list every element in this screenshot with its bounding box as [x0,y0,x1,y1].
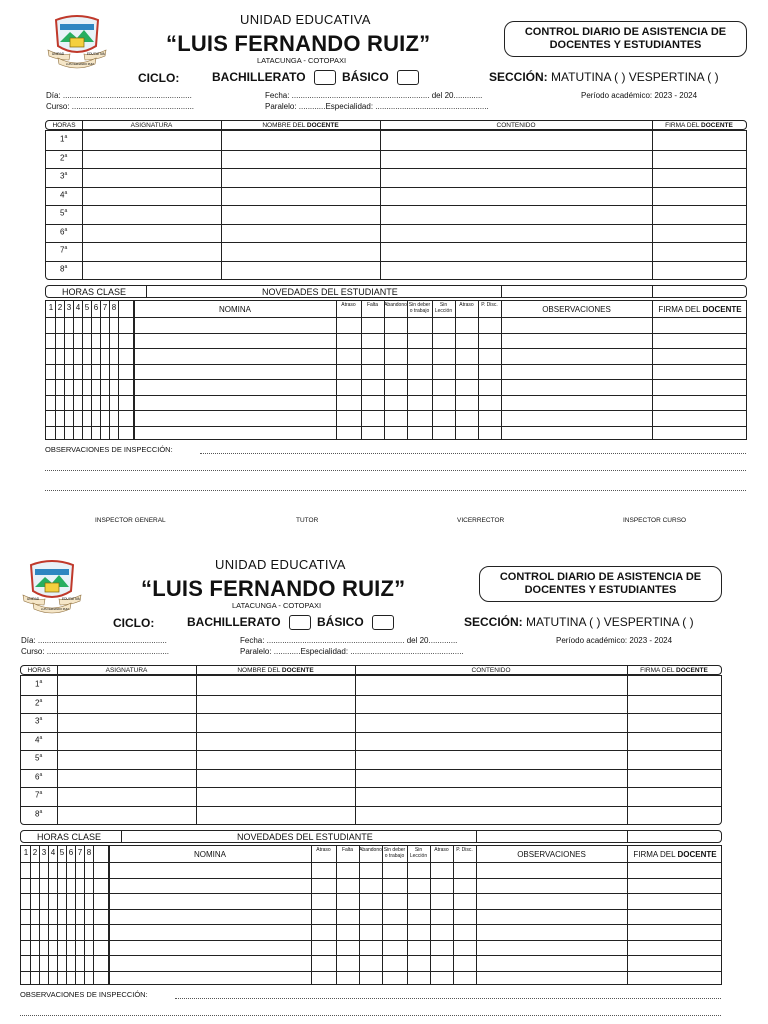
hour-ordinal: 7$^a$ [60,245,68,255]
hour-ordinal: 5$^a$ [35,753,43,763]
class-hour-number: 2 [32,848,38,857]
col-atraso: Atraso [459,302,474,308]
horas-clase-label: HORAS CLASE [62,287,127,297]
class-hour-number: 8 [111,303,117,312]
col-asignatura: ASIGNATURA [105,667,148,674]
col-sin-deber-o-trabajo: Sin deber o trabajo [408,302,431,314]
hour-ordinal: 3$^a$ [60,171,68,181]
date-field[interactable]: Fecha: .............................................................. del 20............. [240,636,458,645]
hour-ordinal: 3$^a$ [35,716,43,726]
section-field[interactable] [464,615,694,629]
cycle-option-bachillerato[interactable] [187,615,311,630]
student-table-header [20,830,722,843]
col-falta: Falta [341,847,354,853]
col-sin-deber-o-trabajo: Sin deber o trabajo [383,847,406,859]
unit-label: UNIDAD EDUCATIVA [215,557,346,572]
col-sin-lecci-n: Sin Lección [434,302,453,314]
control-title-line2: DOCENTES Y ESTUDIANTES [549,39,702,51]
col-nomina: NOMINA [219,305,251,314]
class-hour-number: 3 [66,303,72,312]
section-options: MATUTINA ( ) VESPERTINA ( ) [551,70,719,84]
course-field[interactable]: Curso: ....................................................... [21,647,170,656]
attendance-form-bottom [0,545,768,1024]
section-field[interactable] [489,70,719,84]
novedades-label: NOVEDADES DEL ESTUDIANTE [237,832,373,842]
col-atraso: Atraso [341,302,356,308]
class-hour-number: 4 [75,303,81,312]
col-firma-docente-student: FIRMA DEL DOCENTE [633,850,717,859]
city-label: LATACUNGA - COTOPAXI [257,56,347,65]
col-observaciones: OBSERVACIONES [542,305,611,314]
hour-ordinal: 5$^a$ [60,208,68,218]
hour-ordinal: 8$^a$ [60,263,68,274]
cycle-option-bachillerato-label: BACHILLERATO [212,70,306,84]
student-table-body[interactable] [45,300,747,440]
col-atraso: Atraso [434,847,449,853]
class-hour-number: 1 [23,848,29,857]
svg-text:EDUCATIVA: EDUCATIVA [62,597,80,601]
school-logo-icon [21,557,83,615]
class-hour-number: 2 [57,303,63,312]
cycle-option-basico[interactable] [317,615,394,630]
parallel-specialty-field[interactable]: Paralelo: ............Especialidad: ................................................... [265,102,489,111]
teacher-table-body[interactable] [20,675,722,825]
col-nombre-docente: NOMBRE DEL DOCENTE [262,122,339,129]
city-label: LATACUNGA - COTOPAXI [232,601,322,610]
inspection-line-1[interactable] [175,998,721,999]
col-firma-docente: FIRMA DEL DOCENTE [665,122,733,129]
student-table-body[interactable] [20,845,722,985]
hour-ordinal: 6$^a$ [60,226,68,237]
cycle-option-bachillerato-label: BACHILLERATO [187,615,281,629]
cycle-label: CICLO: [113,616,155,630]
basico-checkbox[interactable] [397,70,419,85]
novedades-label: NOVEDADES DEL ESTUDIANTE [262,287,398,297]
cycle-option-basico-label: BÁSICO [317,615,364,629]
col-abandono: Abandono [359,847,382,853]
col-firma-docente: FIRMA DEL DOCENTE [640,667,708,674]
svg-text:UNIDAD: UNIDAD [52,52,65,56]
class-hour-number: 4 [50,848,56,857]
cycle-label: CICLO: [138,71,180,85]
day-field[interactable]: Día: .......................................................... [46,91,192,100]
hour-ordinal: 8$^a$ [35,808,43,819]
signature-inspector-curso: INSPECTOR CURSO [623,517,687,524]
control-title-line2: DOCENTES Y ESTUDIANTES [524,584,677,596]
teacher-table-header [45,120,747,130]
control-title-line1: CONTROL DIARIO DE ASISTENCIA DE [499,571,702,583]
school-logo-icon [46,12,108,70]
col-p-disc-: P. Disc. [456,847,473,853]
teacher-table-header [20,665,722,675]
hour-ordinal: 1$^a$ [60,134,68,144]
section-options: MATUTINA ( ) VESPERTINA ( ) [526,615,694,629]
teacher-table-body[interactable] [45,130,747,280]
inspection-line-2[interactable] [20,1015,721,1016]
academic-period: Período académico: 2023 - 2024 [581,91,698,100]
parallel-specialty-field[interactable]: Paralelo: ............Especialidad: ................................................... [240,647,464,656]
svg-text:EDUCATIVA: EDUCATIVA [87,52,105,56]
signature-inspector-general: INSPECTOR GENERAL [95,517,166,524]
inspection-observations-label: OBSERVACIONES DE INSPECCIÓN: [20,990,148,999]
class-hour-number: 6 [68,848,74,857]
col-sin-lecci-n: Sin Lección [409,847,428,859]
col-asignatura: ASIGNATURA [130,122,173,129]
day-field[interactable]: Día: .......................................................... [21,636,167,645]
hour-ordinal: 2$^a$ [35,697,43,708]
col-p-disc-: P. Disc. [481,302,498,308]
unit-label: UNIDAD EDUCATIVA [240,12,371,27]
col-firma-docente-student: FIRMA DEL DOCENTE [658,305,742,314]
section-label: SECCIÓN: [489,70,548,84]
class-hour-number: 8 [86,848,92,857]
basico-checkbox[interactable] [372,615,394,630]
col-falta: Falta [366,302,379,308]
class-hour-number: 1 [48,303,54,312]
cycle-option-basico-label: BÁSICO [342,70,389,84]
col-abandono: Abandono [384,302,407,308]
academic-period: Período académico: 2023 - 2024 [556,636,673,645]
bachillerato-checkbox[interactable] [289,615,311,630]
student-table-header [45,285,747,298]
inspection-line-2[interactable] [45,470,746,471]
class-hour-number: 3 [41,848,47,857]
svg-text:UNIDAD: UNIDAD [27,597,40,601]
hour-ordinal: 4$^a$ [60,189,68,200]
control-title-line1: CONTROL DIARIO DE ASISTENCIA DE [524,26,727,38]
signature-tutor: TUTOR [296,517,319,524]
hour-ordinal: 7$^a$ [35,790,43,800]
svg-text:LUIS FERNANDO RUIZ: LUIS FERNANDO RUIZ [41,608,69,611]
bachillerato-checkbox[interactable] [314,70,336,85]
cycle-option-bachillerato[interactable] [212,70,336,85]
svg-text:LUIS FERNANDO RUIZ: LUIS FERNANDO RUIZ [66,63,94,66]
school-name: “LUIS FERNANDO RUIZ” [141,576,406,601]
signature-vicerrector: VICERRECTOR [457,517,505,524]
class-hour-number: 7 [77,848,83,857]
date-field[interactable]: Fecha: .............................................................. del 20............. [265,91,483,100]
control-title-box [479,566,722,602]
inspection-observations-label: OBSERVACIONES DE INSPECCIÓN: [45,445,173,454]
col-nomina: NOMINA [194,850,226,859]
inspection-line-1[interactable] [200,453,746,454]
hour-ordinal: 6$^a$ [35,771,43,782]
col-contenido: CONTENIDO [496,122,536,129]
hour-ordinal: 1$^a$ [35,679,43,689]
hour-ordinal: 4$^a$ [35,734,43,745]
control-title-box [504,21,747,57]
inspection-line-3[interactable] [45,490,746,491]
section-label: SECCIÓN: [464,615,523,629]
col-observaciones: OBSERVACIONES [517,850,586,859]
class-hour-number: 7 [102,303,108,312]
horas-clase-label: HORAS CLASE [37,832,102,842]
col-nombre-docente: NOMBRE DEL DOCENTE [237,667,314,674]
col-horas: HORAS [27,667,51,674]
class-hour-number: 5 [59,848,65,857]
course-field[interactable]: Curso: ....................................................... [46,102,195,111]
class-hour-number: 6 [93,303,99,312]
col-atraso: Atraso [316,847,331,853]
hour-ordinal: 2$^a$ [60,152,68,163]
class-hour-number: 5 [84,303,90,312]
school-name: “LUIS FERNANDO RUIZ” [166,31,431,56]
col-horas: HORAS [52,122,76,129]
cycle-option-basico[interactable] [342,70,419,85]
col-contenido: CONTENIDO [471,667,511,674]
